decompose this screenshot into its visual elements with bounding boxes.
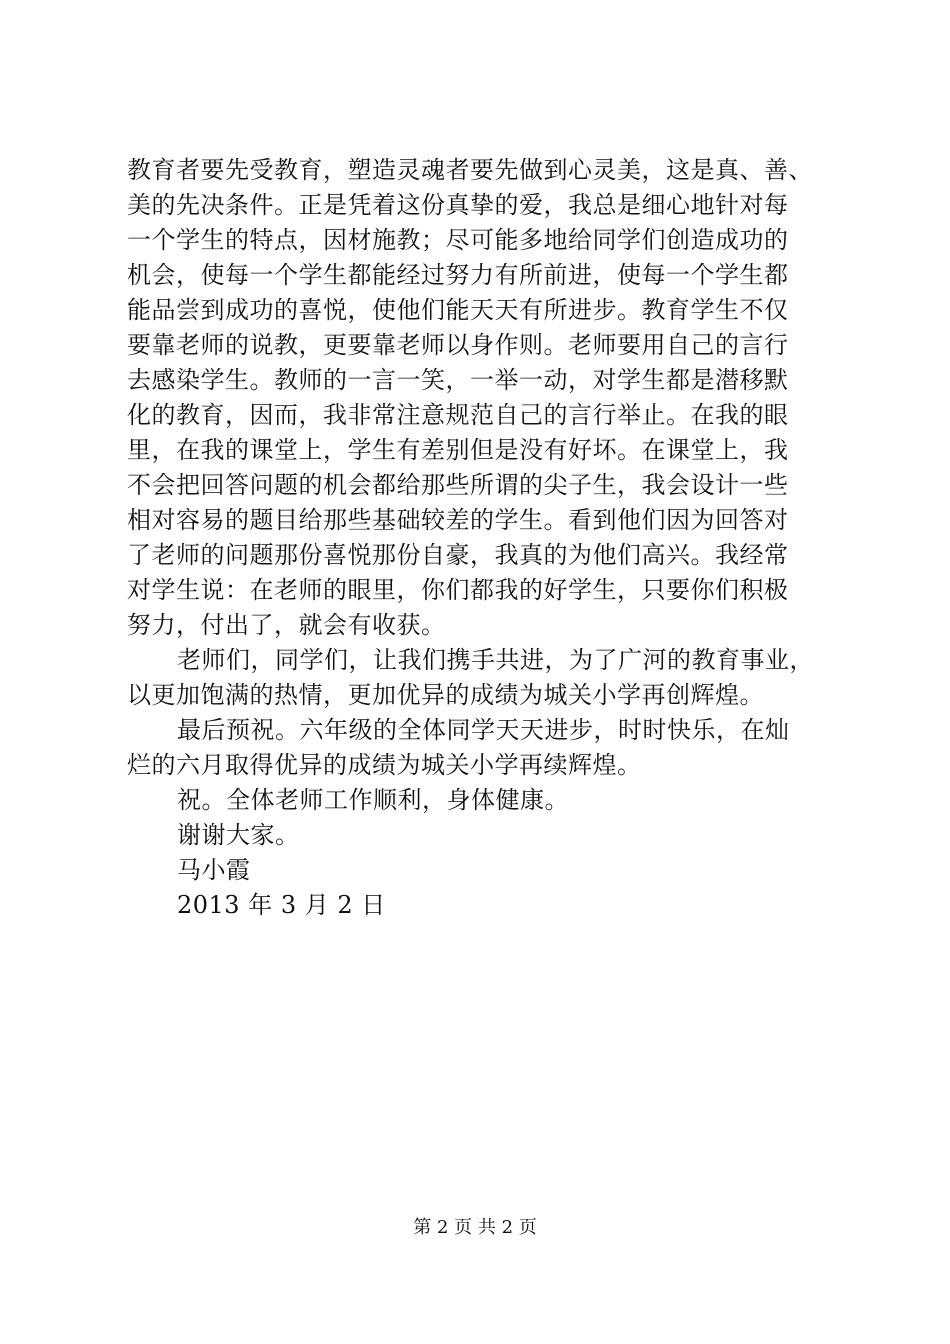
paragraph-1-line: 要靠老师的说教，更要靠老师以身作则。老师要用自己的言行 [127,331,789,359]
page-indicator: 第 2 页 共 2 页 [413,1217,537,1238]
paragraph-1-line: 化的教育，因而，我非常注意规范自己的言行举止。在我的眼 [127,401,789,429]
paragraph-1-line: 一个学生的特点，因材施教；尽可能多地给同学们创造成功的 [127,226,789,254]
paragraph-1-line: 教育者要先受教育，塑造灵魂者要先做到心灵美，这是真、善、 [127,156,813,184]
document-date: 2013 年 3 月 2 日 [177,891,386,919]
paragraph-1-line: 里，在我的课堂上，学生有差别但是没有好坏。在课堂上，我 [127,436,789,464]
paragraph-1-line: 机会，使每一个学生都能经过努力有所前进，使每一个学生都 [127,261,789,289]
paragraph-2-line: 老师们，同学们，让我们携手共进，为了广河的教育事业， [177,646,814,674]
document-body [127,153,831,923]
signature-name: 马小霞 [177,856,251,884]
paragraph-1-line: 努力，付出了，就会有收获。 [127,611,446,639]
paragraph-1-line: 对学生说：在老师的眼里，你们都我的好学生，只要你们积极 [127,576,789,604]
paragraph-3-line: 烂的六月取得优异的成绩为城关小学再续辉煌。 [127,751,642,779]
paragraph-2-line: 以更加饱满的热情，更加优异的成绩为城关小学再创辉煌。 [127,681,764,709]
paragraph-1-line: 了老师的问题那份喜悦那份自豪，我真的为他们高兴。我经常 [127,541,789,569]
paragraph-1-line: 能品尝到成功的喜悦，使他们能天天有所进步。教育学生不仅 [127,296,789,324]
paragraph-1-line: 美的先决条件。正是凭着这份真挚的爱，我总是细心地针对每 [127,191,789,219]
closing-wish: 祝。全体老师工作顺利，身体健康。 [177,786,569,814]
page-footer [0,1217,950,1239]
paragraph-3-line: 最后预祝。六年级的全体同学天天进步，时时快乐，在灿 [177,716,790,744]
paragraph-1-line: 不会把回答问题的机会都给那些所谓的尖子生，我会设计一些 [127,471,789,499]
paragraph-1-line: 去感染学生。教师的一言一笑，一举一动，对学生都是潜移默 [127,366,789,394]
thanks-line: 谢谢大家。 [177,821,300,849]
paragraph-1-line: 相对容易的题目给那些基础较差的学生。看到他们因为回答对 [127,506,789,534]
